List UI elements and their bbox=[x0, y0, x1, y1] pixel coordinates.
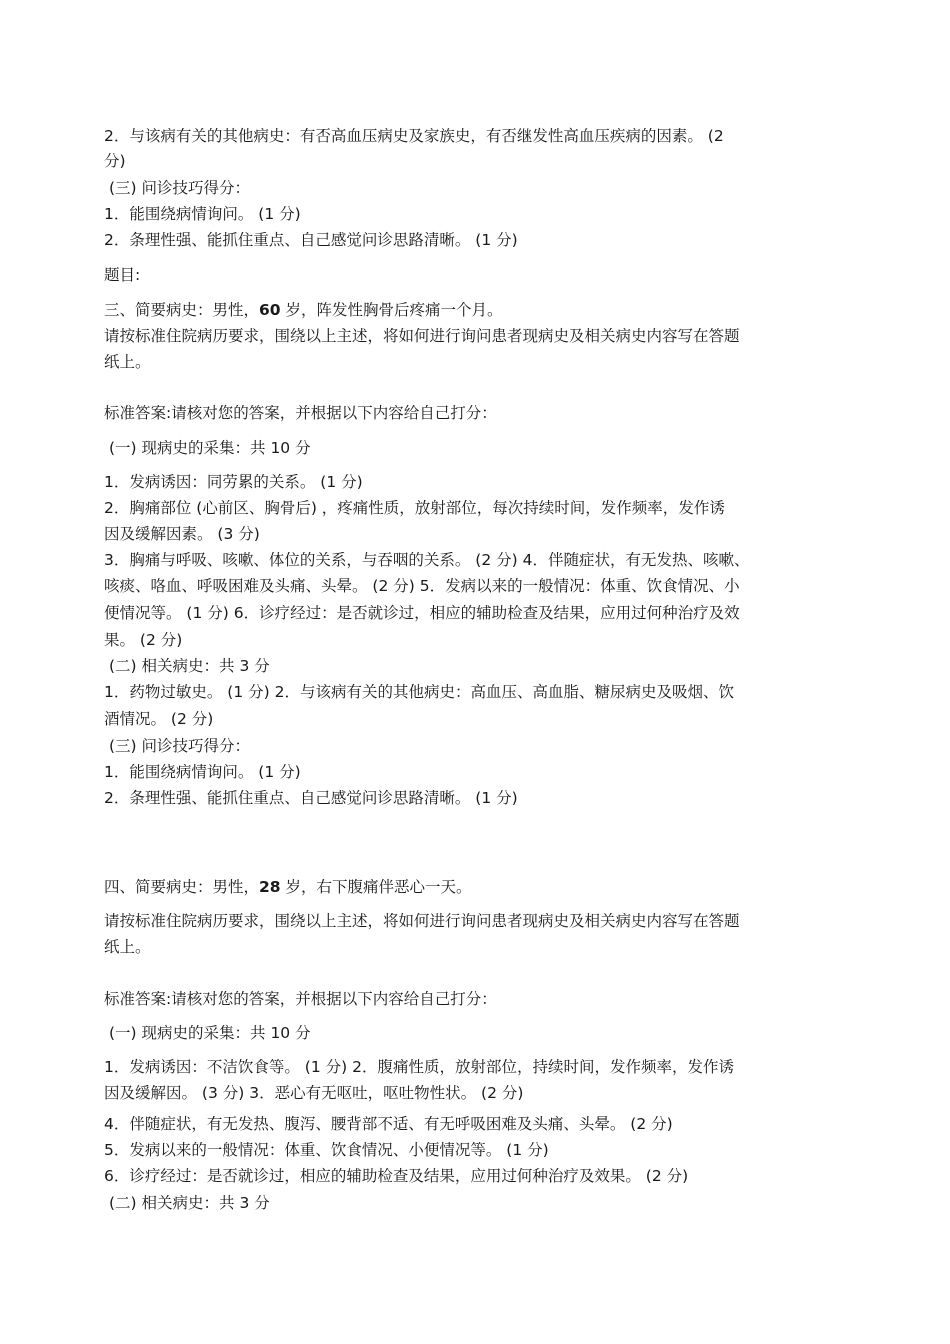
section-heading: (三) 问诊技巧得分： bbox=[109, 737, 251, 755]
text-line: 1．能围绕病情询问。 (1 分) bbox=[104, 763, 301, 781]
text-line: 2．与该病有关的其他病史：有否高血压病史及家族史，有否继发性高血压疾病的因素。 (2 bbox=[104, 127, 724, 145]
text-line: 因及缓解因素。 (3 分) bbox=[104, 525, 260, 543]
text-line: 请按标准住院病历要求，围绕以上主述，将如何进行询问患者现病史及相关病史内容写在答题 bbox=[104, 912, 740, 930]
text-line: 4．伴随症状，有无发热、腹泻、腰背部不适、有无呼吸困难及头痛、头晕。 (2 分) bbox=[104, 1115, 673, 1133]
text-line: 3．胸痛与呼吸、咳嗽、体位的关系，与吞咽的关系。 (2 分) 4．伴随症状，有无发热、咳嗽、 bbox=[104, 551, 750, 569]
section-heading: (一) 现病史的采集：共 10 分 bbox=[109, 1024, 311, 1042]
section-heading: (二) 相关病史：共 3 分 bbox=[109, 657, 270, 675]
text-line: 分) bbox=[104, 152, 126, 170]
text-line: 2．胸痛部位 (心前区、胸骨后) ，疼痛性质，放射部位，每次持续时间，发作频率，发作诱 bbox=[104, 499, 725, 517]
text-line: 1．能围绕病情询问。 (1 分) bbox=[104, 205, 301, 223]
case-summary: 三、简要病史：男性，60 岁，阵发性胸骨后疼痛一个月。 bbox=[104, 301, 503, 319]
text-line: 1．发病诱因：同劳累的关系。 (1 分) bbox=[104, 473, 363, 491]
answer-intro: 标准答案:请核对您的答案，并根据以下内容给自己打分： bbox=[104, 404, 497, 422]
answer-intro: 标准答案:请核对您的答案，并根据以下内容给自己打分： bbox=[104, 990, 497, 1008]
case-summary: 四、简要病史：男性，28 岁，右下腹痛伴恶心一天。 bbox=[104, 878, 472, 896]
section-heading: (三) 问诊技巧得分： bbox=[109, 179, 251, 197]
text-line: 便情况等。 (1 分) 6．诊疗经过：是否就诊过，相应的辅助检查及结果，应用过何种治疗及效 bbox=[104, 604, 740, 622]
text-line: 2．条理性强、能抓住重点、自己感觉问诊思路清晰。 (1 分) bbox=[104, 789, 518, 807]
section-heading: (二) 相关病史：共 3 分 bbox=[109, 1194, 270, 1212]
text-line: 请按标准住院病历要求，围绕以上主述，将如何进行询问患者现病史及相关病史内容写在答题 bbox=[104, 327, 740, 345]
text-line: 果。 (2 分) bbox=[104, 631, 183, 649]
text-line: 6．诊疗经过：是否就诊过，相应的辅助检查及结果，应用过何种治疗及效果。 (2 分) bbox=[104, 1167, 689, 1185]
text-line: 2．条理性强、能抓住重点、自己感觉问诊思路清晰。 (1 分) bbox=[104, 231, 518, 249]
text-line: 酒情况。 (2 分) bbox=[104, 710, 214, 728]
text-line: 咳痰、咯血、呼吸困难及头痛、头晕。 (2 分) 5．发病以来的一般情况：体重、饮食情况、小 bbox=[104, 577, 740, 595]
text-line: 1．发病诱因：不洁饮食等。 (1 分) 2．腹痛性质，放射部位，持续时间，发作频率，发作诱 bbox=[104, 1058, 734, 1076]
section-heading: (一) 现病史的采集：共 10 分 bbox=[109, 439, 311, 457]
text-line: 5．发病以来的一般情况：体重、饮食情况、小便情况等。 (1 分) bbox=[104, 1141, 549, 1159]
question-label: 题目: bbox=[104, 266, 141, 284]
text-line: 1．药物过敏史。 (1 分) 2．与该病有关的其他病史：高血压、高血脂、糖尿病史及吸烟、饮 bbox=[104, 683, 734, 701]
text-line: 因及缓解因。 (3 分) 3．恶心有无呕吐，呕吐物性状。 (2 分) bbox=[104, 1084, 524, 1102]
text-line: 纸上。 bbox=[104, 353, 151, 371]
text-line: 纸上。 bbox=[104, 938, 151, 956]
